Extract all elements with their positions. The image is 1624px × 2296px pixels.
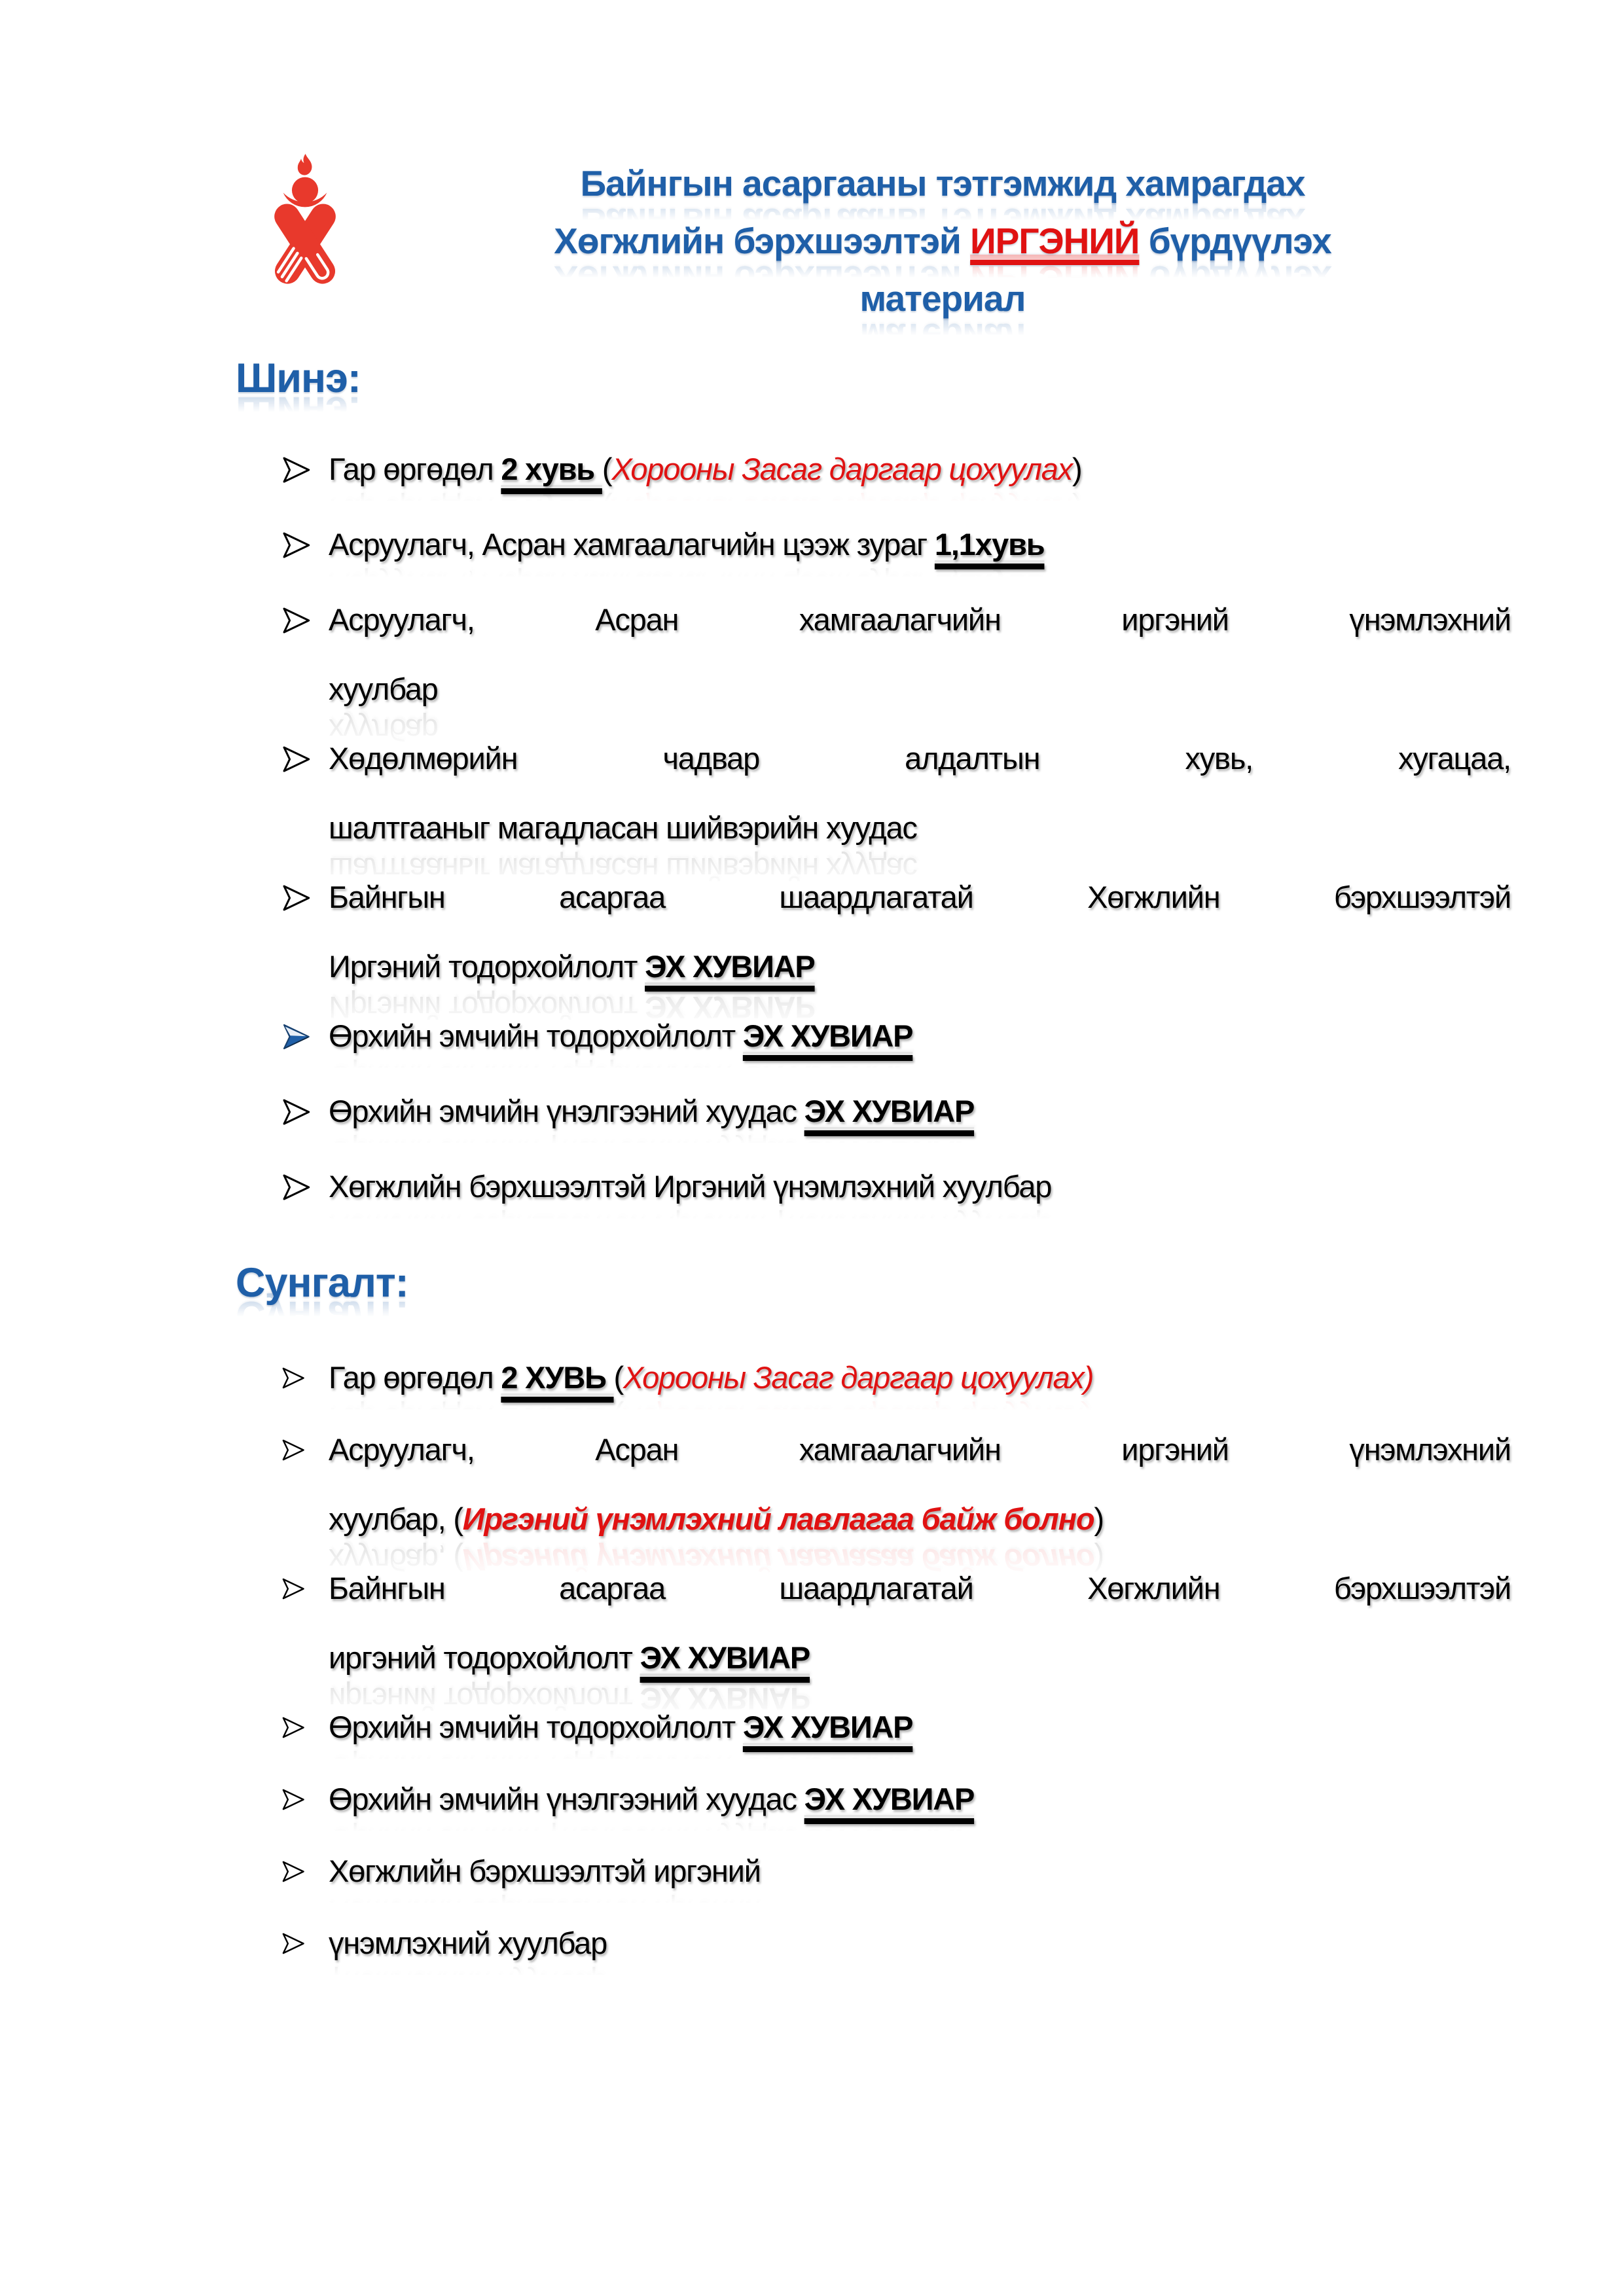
arrow-bullet-icon bbox=[280, 605, 312, 636]
text-segment: ( bbox=[613, 1360, 623, 1395]
text-segment: Өрхийн эмчийн үнэлгээний хуудас bbox=[329, 1094, 804, 1128]
text-segment: ЭХ ХУВИАР bbox=[645, 949, 815, 984]
section-heading-renewal: Сунгалт: bbox=[236, 1260, 408, 1306]
text-segment: ЭХ ХУВИАР bbox=[804, 1782, 975, 1816]
list-new bbox=[280, 435, 1511, 1227]
list-item-text bbox=[329, 510, 1511, 579]
text-segment: бүрдүүлэх bbox=[1139, 221, 1331, 261]
text-segment: Өрхийн эмчийн тодорхойлолт bbox=[329, 1018, 743, 1053]
text-segment: Хорооны Засаг даргаар цохуулах bbox=[611, 452, 1073, 486]
text-segment: Байнгын асаргааны тэтгэмжид хамрагдах bbox=[580, 163, 1305, 204]
text-segment: Асруулагч, Асран хамгаалагчийн иргэний үнэмлэхний bbox=[329, 602, 1511, 637]
title-line bbox=[380, 212, 1506, 270]
text-segment: Асруулагч, Асран хамгаалагчийн цээж зураг bbox=[329, 527, 935, 562]
list-item-text bbox=[329, 1152, 1511, 1221]
list-item bbox=[280, 510, 1511, 585]
text-segment: Хорооны Засаг даргаар цохуулах) bbox=[623, 1360, 1094, 1395]
text-segment: Хөгжлийн бэрхшээлтэй иргэний bbox=[329, 1854, 761, 1888]
arrow-bullet-icon bbox=[280, 1096, 312, 1128]
list-item bbox=[280, 1837, 1511, 1909]
list-item-line bbox=[329, 435, 1511, 504]
arrow-bullet-icon bbox=[280, 1576, 306, 1602]
arrow-bullet-icon bbox=[280, 1715, 306, 1740]
list-item-line bbox=[329, 1765, 1511, 1834]
bullet-cell bbox=[280, 1001, 329, 1077]
list-item-line bbox=[329, 1837, 1511, 1906]
list-item bbox=[280, 1001, 1511, 1077]
list-item-line bbox=[329, 1909, 1511, 1978]
text-segment: ЭХ ХУВИАР bbox=[804, 1094, 975, 1128]
bullet-cell bbox=[280, 724, 329, 799]
text-segment: ЭХ ХУВИАР bbox=[742, 1018, 913, 1053]
list-item bbox=[280, 1765, 1511, 1837]
text-segment: Гар өргөдөл bbox=[329, 1360, 501, 1395]
list-item bbox=[280, 1554, 1511, 1693]
title-line bbox=[380, 270, 1506, 327]
list-item-line bbox=[329, 724, 1511, 793]
list-item-line bbox=[329, 1077, 1511, 1146]
arrow-bullet-icon bbox=[280, 454, 312, 486]
list-item-text bbox=[329, 1554, 1511, 1693]
bullet-cell bbox=[280, 1343, 329, 1415]
list-item-text bbox=[329, 1837, 1511, 1906]
list-item bbox=[280, 1909, 1511, 1981]
text-segment: иргэний тодорхойлолт bbox=[329, 1640, 640, 1675]
list-item-text bbox=[329, 863, 1511, 1001]
list-item-text bbox=[329, 1693, 1511, 1762]
list-item-text bbox=[329, 724, 1511, 863]
text-segment: ) bbox=[1094, 1501, 1104, 1536]
list-item-line bbox=[329, 1554, 1511, 1623]
text-segment: 1,1хувь bbox=[934, 527, 1045, 562]
arrow-bullet-icon bbox=[280, 529, 312, 561]
bullet-cell bbox=[280, 1837, 329, 1909]
bullet-cell bbox=[280, 510, 329, 585]
text-segment: үнэмлэхний хуулбар bbox=[329, 1926, 607, 1960]
list-item bbox=[280, 1693, 1511, 1765]
text-segment: хуулбар, ( bbox=[329, 1501, 463, 1536]
list-item bbox=[280, 1343, 1511, 1415]
bullet-cell bbox=[280, 1554, 329, 1626]
list-item bbox=[280, 1152, 1511, 1227]
arrow-bullet-icon bbox=[280, 744, 312, 775]
text-segment: Байнгын асаргаа шаардлагатай Хөгжлийн бэрхшээлтэй bbox=[329, 880, 1511, 914]
bullet-cell bbox=[280, 1909, 329, 1981]
list-item-text bbox=[329, 1415, 1511, 1554]
list-item-line bbox=[329, 863, 1511, 932]
text-segment: ) bbox=[1072, 452, 1082, 486]
text-segment: Иргэний тодорхойлолт bbox=[329, 949, 645, 984]
list-item-line bbox=[329, 1152, 1511, 1221]
list-item-text bbox=[329, 1343, 1511, 1412]
list-item-line bbox=[329, 932, 1511, 1001]
arrow-bullet-icon bbox=[280, 1931, 306, 1956]
text-segment: 2 ХУВЬ bbox=[501, 1360, 614, 1395]
text-segment: хуулбар bbox=[329, 672, 438, 706]
list-item-line bbox=[329, 585, 1511, 655]
text-segment: Өрхийн эмчийн тодорхойлолт bbox=[329, 1710, 743, 1744]
section-heading-new: Шинэ: bbox=[236, 355, 361, 401]
arrow-bullet-icon bbox=[280, 1437, 306, 1463]
bullet-cell bbox=[280, 585, 329, 660]
bullet-cell bbox=[280, 1415, 329, 1487]
text-segment: Өрхийн эмчийн үнэлгээний хуудас bbox=[329, 1782, 804, 1816]
arrow-bullet-icon bbox=[280, 1172, 312, 1203]
list-item-text bbox=[329, 1077, 1511, 1146]
text-segment: материал bbox=[859, 278, 1026, 319]
list-item-line bbox=[329, 1693, 1511, 1762]
list-item-line bbox=[329, 1001, 1511, 1071]
list-item bbox=[280, 1415, 1511, 1554]
title-line bbox=[380, 154, 1506, 212]
arrow-bullet-icon bbox=[280, 1859, 306, 1884]
text-segment: 2 хувь bbox=[501, 452, 602, 486]
text-segment: ЭХ ХУВИАР bbox=[640, 1640, 810, 1675]
sun-icon bbox=[292, 177, 318, 204]
text-segment: ИРГЭНИЙ bbox=[970, 221, 1140, 261]
list-item-text bbox=[329, 1001, 1511, 1071]
document-title bbox=[380, 154, 1506, 327]
list-item-line bbox=[329, 793, 1511, 863]
text-segment: Хөдөлмөрийн чадвар алдалтын хувь, хугацаа, bbox=[329, 741, 1511, 776]
list-item bbox=[280, 724, 1511, 863]
bullet-cell bbox=[280, 1693, 329, 1765]
bullet-cell bbox=[280, 1152, 329, 1227]
text-segment: Хөгжлийн бэрхшээлтэй Иргэний үнэмлэхний хуулбар bbox=[329, 1169, 1052, 1204]
list-item bbox=[280, 1077, 1511, 1152]
text-segment: Иргэний үнэмлэхний лавлагаа байж болно bbox=[462, 1501, 1094, 1536]
text-segment: Байнгын асаргаа шаардлагатай Хөгжлийн бэрхшээлтэй bbox=[329, 1571, 1511, 1605]
text-segment: Хөгжлийн бэрхшээлтэй bbox=[554, 221, 971, 261]
bullet-cell bbox=[280, 863, 329, 938]
arrow-bullet-icon bbox=[280, 1365, 306, 1391]
text-segment: Асруулагч, Асран хамгаалагчийн иргэний үнэмлэхний bbox=[329, 1432, 1511, 1467]
arrow-bullet-icon bbox=[280, 1787, 306, 1812]
arrow-bullet-icon bbox=[280, 882, 312, 914]
text-segment: шалтгааныг магадласан шийвэрийн хуудас bbox=[329, 810, 917, 845]
list-item-text bbox=[329, 585, 1511, 724]
text-segment: ( bbox=[602, 452, 612, 486]
list-item bbox=[280, 435, 1511, 510]
list-item bbox=[280, 863, 1511, 1001]
list-item-line bbox=[329, 1415, 1511, 1484]
bullet-cell bbox=[280, 1077, 329, 1152]
list-renewal bbox=[280, 1343, 1511, 1981]
arrow-bullet-icon bbox=[280, 1021, 312, 1052]
list-item-line bbox=[329, 1623, 1511, 1693]
list-item bbox=[280, 585, 1511, 724]
list-item-text bbox=[329, 1765, 1511, 1834]
text-segment: Гар өргөдөл bbox=[329, 452, 501, 486]
list-item-line bbox=[329, 655, 1511, 724]
list-item-text bbox=[329, 1909, 1511, 1978]
list-item-text bbox=[329, 435, 1511, 504]
care-emblem-logo bbox=[255, 152, 355, 288]
list-item-line bbox=[329, 1343, 1511, 1412]
care-emblem-graphic bbox=[255, 152, 355, 288]
list-item-line bbox=[329, 1484, 1511, 1554]
text-segment: ЭХ ХУВИАР bbox=[742, 1710, 913, 1744]
bullet-cell bbox=[280, 435, 329, 510]
list-item-line bbox=[329, 510, 1511, 579]
flame-icon bbox=[298, 154, 312, 175]
bullet-cell bbox=[280, 1765, 329, 1837]
